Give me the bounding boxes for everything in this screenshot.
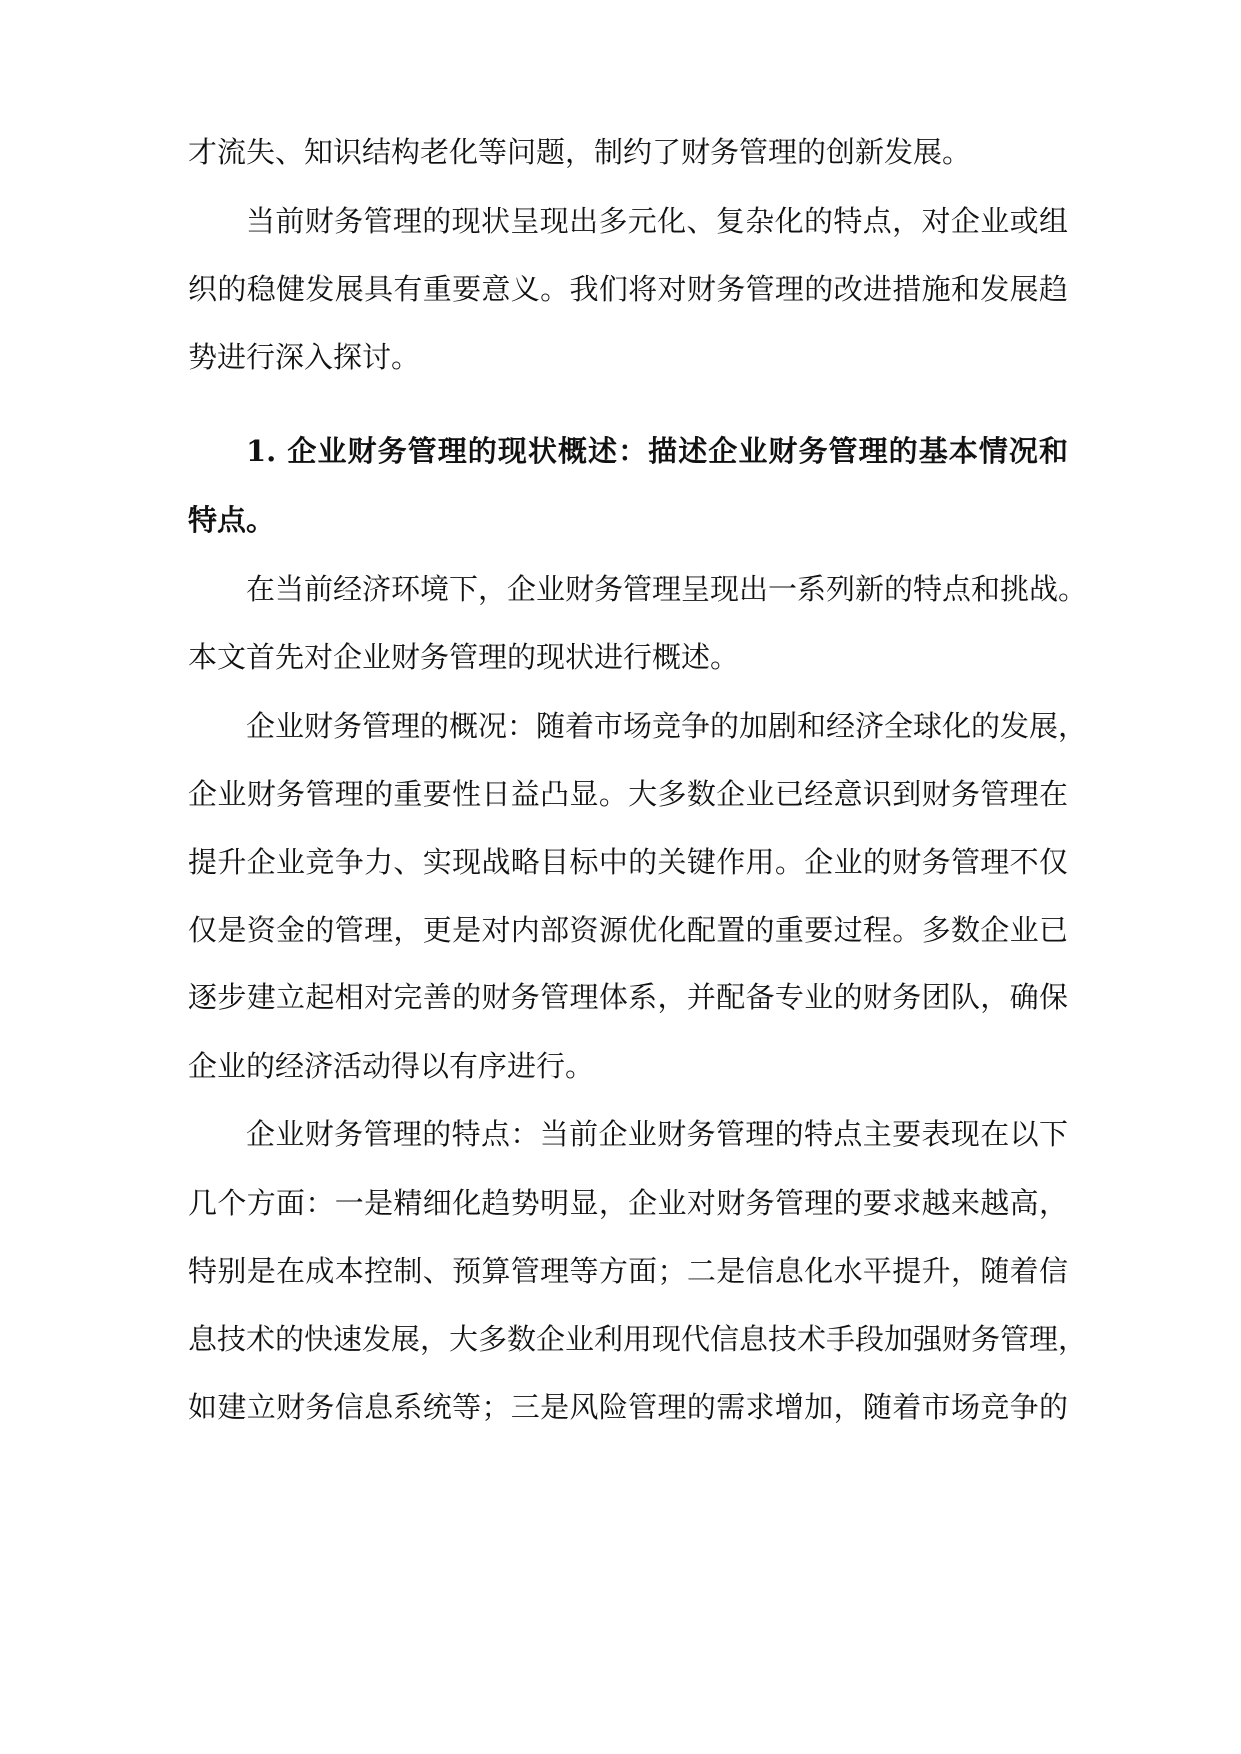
paragraph-line: 在当前经济环境下，企业财务管理呈现出一系列新的特点和挑战。 [246, 572, 1088, 606]
section-heading: 特点。 [188, 503, 276, 537]
paragraph-line: 才流失、知识结构老化等问题，制约了财务管理的创新发展。 [188, 135, 972, 169]
paragraph-line: 企业财务管理的概况：随着市场竞争的加剧和经济全球化的发展， [246, 709, 1088, 743]
paragraph-line: 息技术的快速发展，大多数企业利用现代信息技术手段加强财务管理， [188, 1322, 1088, 1356]
section-heading: 1. 企业财务管理的现状概述：描述企业财务管理的基本情况和 [246, 434, 1068, 468]
paragraph-line: 企业财务管理的重要性日益凸显。大多数企业已经意识到财务管理在 [188, 777, 1068, 811]
paragraph-line: 提升企业竞争力、实现战略目标中的关键作用。企业的财务管理不仅 [188, 845, 1068, 879]
paragraph-line: 如建立财务信息系统等；三是风险管理的需求增加，随着市场竞争的 [188, 1390, 1068, 1424]
paragraph-line: 织的稳健发展具有重要意义。我们将对财务管理的改进措施和发展趋 [188, 272, 1068, 306]
paragraph-line: 几个方面：一是精细化趋势明显，企业对财务管理的要求越来越高， [188, 1186, 1068, 1220]
paragraph-line: 特别是在成本控制、预算管理等方面；二是信息化水平提升，随着信 [188, 1254, 1068, 1288]
paragraph-line: 仅是资金的管理，更是对内部资源优化配置的重要过程。多数企业已 [188, 913, 1068, 947]
paragraph-line: 当前财务管理的现状呈现出多元化、复杂化的特点，对企业或组 [246, 204, 1068, 238]
paragraph-line: 企业财务管理的特点：当前企业财务管理的特点主要表现在以下 [246, 1117, 1068, 1151]
paragraph-line: 势进行深入探讨。 [188, 340, 421, 374]
paragraph-line: 企业的经济活动得以有序进行。 [188, 1049, 595, 1083]
paragraph-line: 逐步建立起相对完善的财务管理体系，并配备专业的财务团队，确保 [188, 980, 1068, 1014]
paragraph-line: 本文首先对企业财务管理的现状进行概述。 [188, 640, 740, 674]
